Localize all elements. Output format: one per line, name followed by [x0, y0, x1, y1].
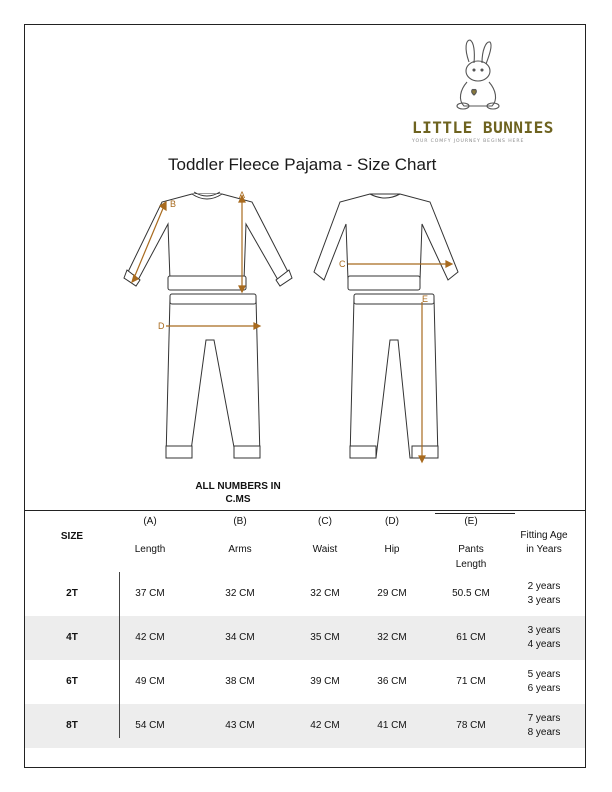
age-cell	[513, 616, 575, 660]
brand-tagline: YOUR COMFY JOURNEY BEGINS HERE	[412, 139, 525, 144]
waist-cell: 32 CM	[310, 588, 340, 599]
age-line-2: 3 years	[527, 595, 561, 606]
age-cell	[513, 704, 575, 748]
header-b-letter: (B)	[233, 516, 247, 527]
age-line-2: 6 years	[527, 683, 561, 694]
header-b-name: Arms	[228, 544, 252, 555]
header-age-1: Fitting Age	[520, 530, 568, 541]
label-a: A	[239, 190, 246, 200]
pants-cell: 61 CM	[456, 632, 486, 643]
header-c-letter: (C)	[318, 516, 332, 527]
hip-cell: 32 CM	[377, 632, 407, 643]
age-line-1: 7 years	[527, 713, 561, 724]
length-cell: 54 CM	[135, 720, 165, 731]
age-line-1: 3 years	[527, 625, 561, 636]
size-cell: 6T	[66, 676, 78, 687]
header-d-name: Hip	[384, 544, 400, 555]
brand-name: LITTLE BUNNIES	[412, 118, 554, 137]
header-e-name-1: Pants	[458, 544, 484, 555]
pants-cell: 71 CM	[456, 676, 486, 687]
age-cell	[513, 660, 575, 704]
header-c-name: Waist	[312, 544, 338, 555]
header-d-letter: (D)	[385, 516, 399, 527]
garment-diagram	[110, 180, 510, 470]
section-divider	[24, 510, 586, 511]
table-row	[25, 616, 585, 660]
label-e: E	[422, 294, 429, 304]
table-row	[25, 704, 585, 748]
header-a-letter: (A)	[143, 516, 157, 527]
waist-cell: 42 CM	[310, 720, 340, 731]
size-cell: 2T	[66, 588, 78, 599]
length-cell: 42 CM	[135, 632, 165, 643]
hip-cell: 36 CM	[377, 676, 407, 687]
label-b: B	[170, 199, 177, 209]
age-line-1: 5 years	[527, 669, 561, 680]
pants-cell: 78 CM	[456, 720, 486, 731]
header-a-name: Length	[134, 544, 166, 555]
arms-cell: 34 CM	[225, 632, 255, 643]
age-line-2: 8 years	[527, 727, 561, 738]
arms-cell: 43 CM	[225, 720, 255, 731]
header-age-2: in Years	[526, 544, 562, 555]
arms-cell: 38 CM	[225, 676, 255, 687]
age-cell	[513, 572, 575, 616]
waist-cell: 39 CM	[310, 676, 340, 687]
size-cell: 4T	[66, 632, 78, 643]
arms-cell: 32 CM	[225, 588, 255, 599]
pants-cell: 50.5 CM	[452, 588, 490, 599]
hip-cell: 29 CM	[377, 588, 407, 599]
age-line-2: 4 years	[527, 639, 561, 650]
table-row	[25, 572, 585, 616]
size-cell: 8T	[66, 720, 78, 731]
label-d: D	[158, 321, 165, 331]
length-cell: 37 CM	[135, 588, 165, 599]
table-header	[25, 512, 585, 572]
header-size: SIZE	[60, 531, 84, 542]
page-title: Toddler Fleece Pajama - Size Chart	[168, 155, 437, 174]
label-c: C	[339, 259, 346, 269]
units-note: ALL NUMBERS IN C.MS	[195, 481, 281, 505]
waist-cell: 35 CM	[310, 632, 340, 643]
hip-cell: 41 CM	[377, 720, 407, 731]
length-cell: 49 CM	[135, 676, 165, 687]
table-row	[25, 660, 585, 704]
age-line-1: 2 years	[527, 581, 561, 592]
header-e-letter: (E)	[464, 516, 478, 527]
table-column-rule	[119, 572, 120, 738]
header-e-name-2: Length	[455, 559, 487, 570]
